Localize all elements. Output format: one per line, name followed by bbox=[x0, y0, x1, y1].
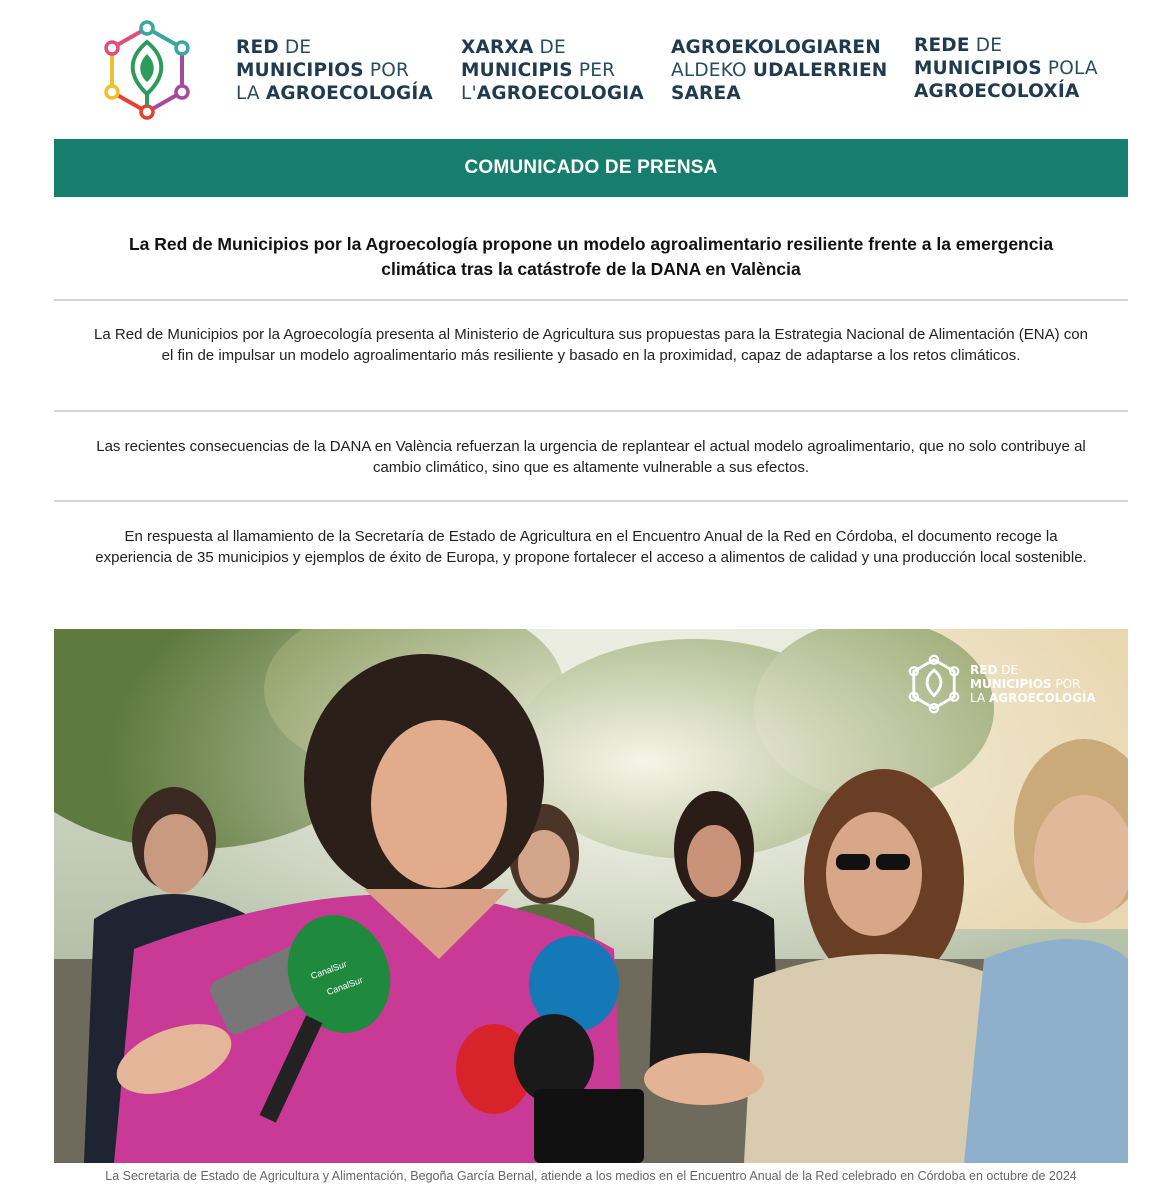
paragraph-1: La Red de Municipios por la Agroecología presenta al Ministerio de Agricultura sus propuestas para la Estrategia Nacional de Alimentación (ENA) con el fin de impulsar un modelo agroalimentario más resiliente y basado en la proximidad, capaz de adaptarse a los retos climáticos. bbox=[94, 326, 1088, 364]
mic-label: CanalSur bbox=[309, 958, 349, 982]
photo-watermark bbox=[904, 654, 1096, 714]
red-municipios-logo-icon bbox=[96, 18, 198, 122]
paragraph-3: En respuesta al llamamiento de la Secretaría de Estado de Agricultura en el Encuentro Anual de la Red en Córdoba, el documento recoge la experiencia de 35 municipios y ejemplos de éxito de Europa, y propone fortalecer el acceso a alimentos de calidad y una producción local sostenible. bbox=[95, 528, 1087, 566]
divider bbox=[54, 299, 1128, 301]
brand-spanish: RED DE MUNICIPIOS POR LA AGROECOLOGÍA bbox=[236, 37, 433, 104]
watermark-logo-icon bbox=[904, 654, 964, 714]
watermark-text: RED DE MUNICIPIOS POR LA AGROECOLOGÍA bbox=[970, 663, 1096, 705]
brand-galician: REDE DE MUNICIPIOS POLA AGROECOLOXÍA bbox=[914, 35, 1098, 102]
banner-title: COMUNICADO DE PRENSA bbox=[464, 157, 718, 178]
page-header bbox=[0, 0, 1168, 130]
photo-caption: La Secretaria de Estado de Agricultura y Alimentación, Begoña García Bernal, atiende a los medios en el Encuentro Anual de la Red celebrado en Córdoba en octubre de 2024 bbox=[105, 1169, 1077, 1183]
paragraph-2: Las recientes consecuencias de la DANA en València refuerzan la urgencia de replantear el actual modelo agroalimentario, que no solo contribuye al cambio climático, sino que es altamente vulnerable a sus efectos. bbox=[96, 438, 1086, 476]
divider bbox=[54, 410, 1128, 412]
brand-basque: AGROEKOLOGIAREN ALDEKO UDALERRIEN SAREA bbox=[671, 37, 888, 104]
press-release-banner bbox=[54, 139, 1128, 197]
press-photo bbox=[54, 629, 1128, 1163]
mic-label: CanalSur bbox=[325, 974, 365, 998]
headline: La Red de Municipios por la Agroecología propone un modelo agroalimentario resiliente frente a la emergencia climática tras la catástrofe de la DANA en València bbox=[128, 234, 1054, 279]
brand-catalan: XARXA DE MUNICIPIS PER L'AGROECOLOGIA bbox=[461, 37, 644, 104]
divider bbox=[54, 500, 1128, 502]
